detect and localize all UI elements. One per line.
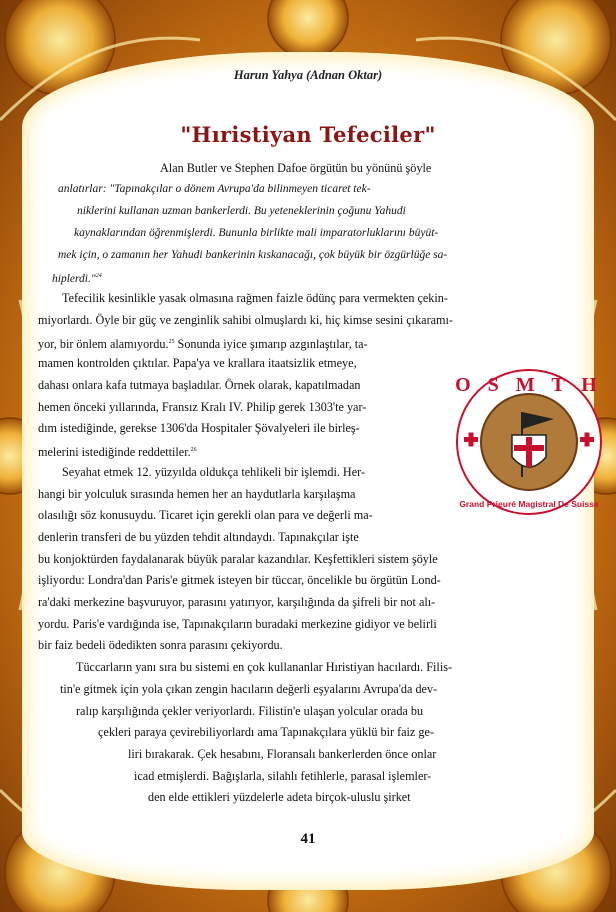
quote-line: hiplerdi."$^{24}$ <box>52 272 102 285</box>
text-line: bu konjoktürden faydalanarak büyük paralar kazandılar. Keşfettikleri sistem şöyle <box>38 552 438 566</box>
text-line: hemen önceki yıllarında, Fransız Kralı IV. Philip gerek 1303'te yar- <box>38 400 367 414</box>
text-line: Seyahat etmek 12. yüzyılda oldukça tehlikeli bir işlemdi. Her- <box>62 465 366 479</box>
text-line: Alan Butler ve Stephen Dafoe örgütün bu yönünü şöyle <box>160 161 432 175</box>
text-line: tin'e gitmek için yola çıkan zengin hacıların değerli eşyalarını Avrupa'da dev- <box>60 682 438 696</box>
emblem-bottom-text: Grand Prieuré Magistral De Suisse <box>459 499 599 509</box>
text-line: mamen kontrolden çıktılar. Papa'ya ve krallara itaatsizlik etmeye, <box>38 356 357 370</box>
text-line: hangi bir yolculuk sırasında hemen her an haydutlarla karşılaşma <box>38 487 356 501</box>
emblem-top-text: O S M T H <box>455 374 603 396</box>
section-title: "Hıristiyan Tefeciler" <box>180 122 436 147</box>
footnote-ref: 25 <box>168 339 175 345</box>
text-line: liri bırakarak. Çek hesabını, Floransalı bankerlerden önce onlar <box>128 747 437 761</box>
text-line: miyorlardı. Öyle bir güç ve zenginlik sahibi olmuşlardı ki, hiç kimse sesini çıkaramı- <box>38 313 453 327</box>
footnote-ref: 24 <box>95 273 102 279</box>
quote-line: kaynaklarından öğrenmişlerdi. Bununla birlikte mali imparatorluklarını büyüt- <box>74 227 439 239</box>
text-line: yor, bir önlem alamıyordu.$^{25}$ Sonunda iyice şımarıp azgınlaştılar, ta- <box>38 337 368 352</box>
running-header: Harun Yahya (Adnan Oktar) <box>233 68 383 82</box>
text-line: Tüccarların yanı sıra bu sistemi en çok kullananlar Hıristiyan hacılardı. Filis- <box>76 660 453 674</box>
text-line: melerini istediğinde reddettiler.$^{26}$ <box>38 445 197 460</box>
text-line: işliyordu: Londra'dan Paris'e gitmek isteyen bir tüccar, öncelikle bu örgütün Lond- <box>38 573 441 587</box>
text-line: yordu. Paris'e vardığında ise, Tapınakçıların buradaki merkezine gidiyor ve belirli <box>38 617 437 631</box>
text-line: olasılığı söz konusuydu. Ticaret için gerekli olan para ve değerli ma- <box>38 508 373 522</box>
text-line: dahası onlara kafa tutmaya başladılar. Örnek olarak, kapatılmadan <box>38 378 361 392</box>
footnote-ref: 26 <box>190 447 197 453</box>
quote-line: anlatırlar: "Tapınakçılar o dönem Avrupa'da bilinmeyen ticaret tek- <box>58 183 371 195</box>
text-line: ra'daki merkezine başvuruyor, parasını yatırıyor, karşılığında da şifreli bir not alı- <box>38 595 436 609</box>
text-line: den elde ettikleri yüzdelerle adeta birçok-uluslu şirket <box>148 790 411 804</box>
text-line: denlerin transferi de bu yüzden tehdit altındaydı. Tapınakçılar işte <box>38 530 359 544</box>
text-line: bir faiz bedeli ödedikten sonra parasını çekiyordu. <box>38 638 283 652</box>
text-line: Tefecilik kesinlikle yasak olmasına rağmen faizle ödünç para vermekten çekin- <box>62 291 448 305</box>
text-line: dım istediğinde, gerekse 1306'da Hospitaler Şövalyeleri ile birleş- <box>38 421 360 435</box>
page-number: 41 <box>300 831 316 847</box>
text-line: çekleri paraya çevirebiliyorlardı ama Tapınakçılara yüklü bir faiz ge- <box>98 725 434 739</box>
quote-line: niklerini kullanan uzman bankerlerdi. Bu yeteneklerinin çoğunu Yahudi <box>77 205 406 217</box>
text-line: icad etmişlerdi. Bağışlarla, silahlı fetihlerle, parasal işlemler- <box>134 769 432 783</box>
osmth-emblem <box>454 357 604 527</box>
quote-line: mek için, o zamanın her Yahudi bankerinin kıskanacağı, çok büyük bir özgürlüğe sa- <box>58 249 448 261</box>
text-line: ralıp karşılığında çekler veriyorlardı. Filistin'e ulaşan yolcular orada bu <box>76 704 424 718</box>
